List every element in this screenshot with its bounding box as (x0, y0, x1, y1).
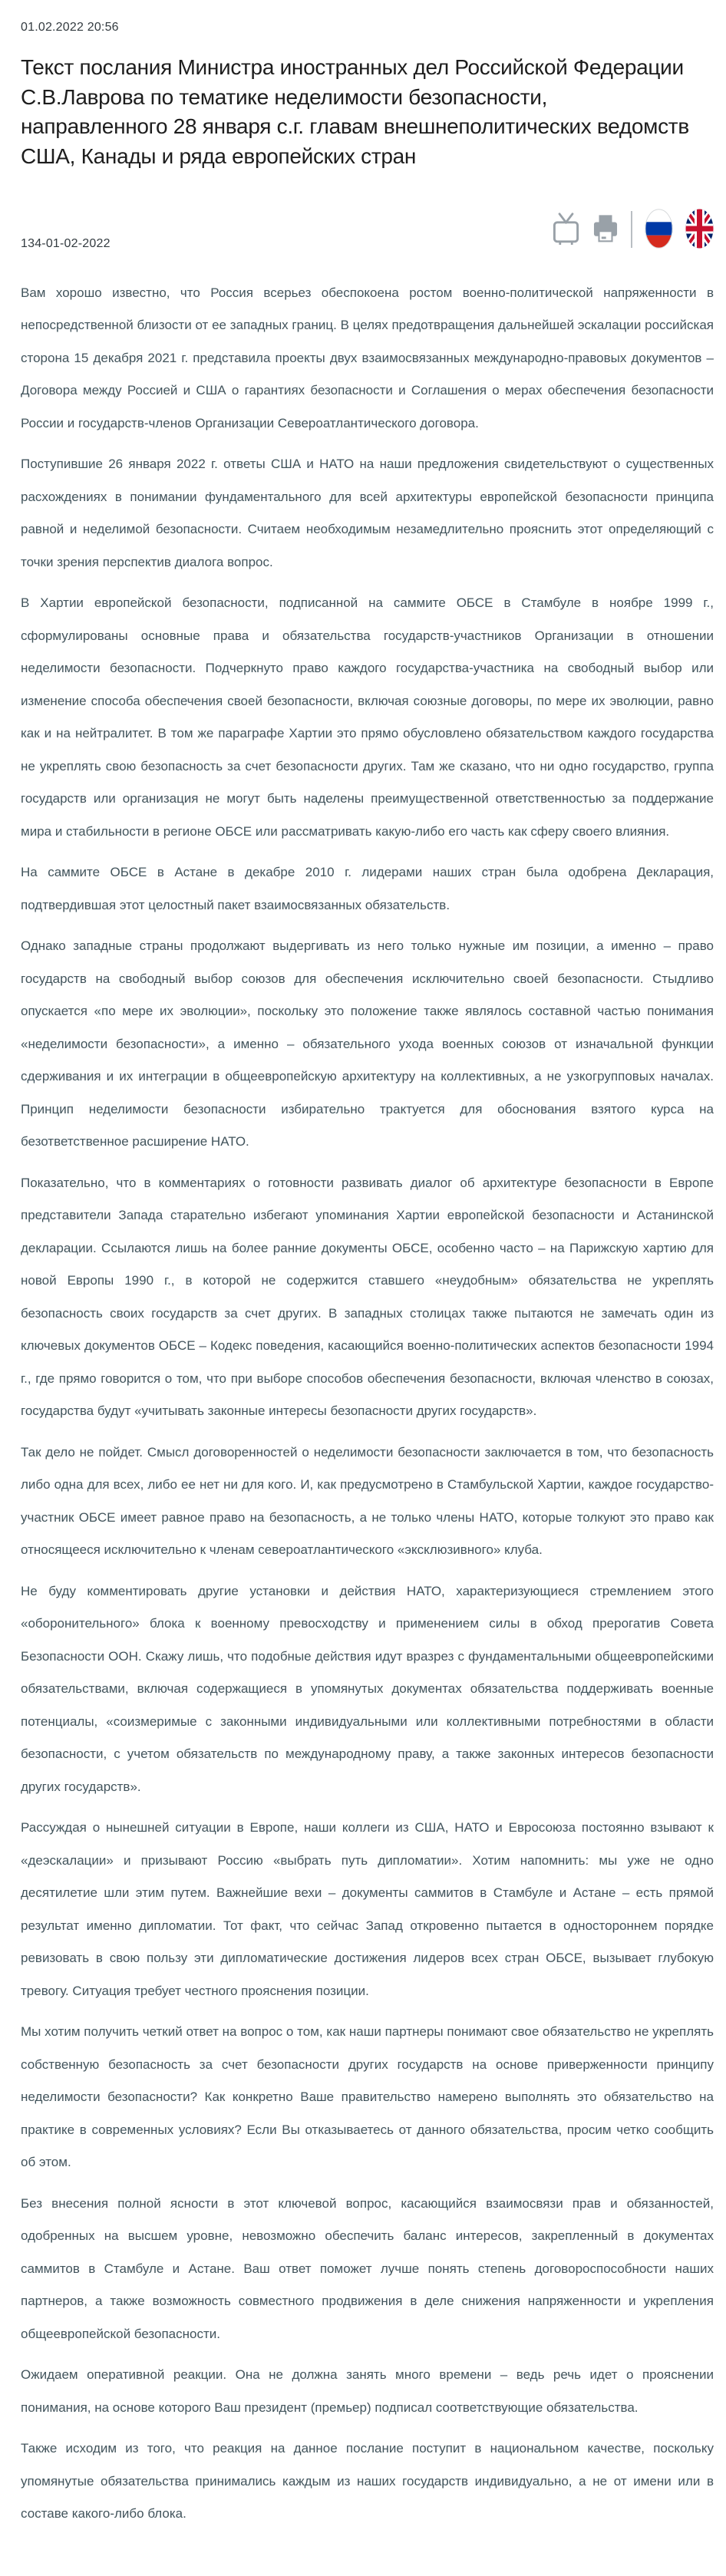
article-page (0, 21, 726, 2576)
uk-flag-icon (685, 209, 714, 251)
document-number: 134-01-02-2022 (21, 236, 111, 250)
article-paragraph: Однако западные страны продолжают выдергивать из него только нужные им позиции, а именно – право государств на свободный выбор союзов для обеспечения исключительно своей безопасности. Стыдливо опускается «по мере их эволюции», поскольку это положение также являлось составной частью понимания «неделимости безопасности», а именно – обязательного ухода военных союзов от изначальной функции сдерживания и их интеграции в общеевропейскую архитектуру на коллективных, а не узкогрупповых началах. Принцип неделимости безопасности избирательно трактуется для обоснования взятого курса на безответственное расширение НАТО. (21, 938, 714, 1149)
article-paragraph: Также исходим из того, что реакция на данное послание поступит в национальном качестве, поскольку упомянутые обязательства принимались каждым из наших государств индивидуально, а не от имени или в составе какого-либо блока. (21, 2441, 714, 2521)
article-paragraph: В Хартии европейской безопасности, подписанной на саммите ОБСЕ в Стамбуле в ноябре 1999 г., сформулированы основные права и обязательства государств-участников Организации в отношении неделимости безопасности. Подчеркнуто право каждого государства-участника на свободный выбор или изменение способа обеспечения своей безопасности, включая союзные договоры, по мере их эволюции, равно как и на нейтралитет. В том же параграфе Хартии это прямо обусловлено обязательством каждого государства не укреплять свою безопасность за счет безопасности других. Там же сказано, что ни одно государство, группа государств или организация не могут быть наделены преимущественной ответственностью за поддержание мира и стабильности в регионе ОБСЕ или рассматривать какую-либо его часть как сферу своего влияния. (21, 595, 714, 839)
article-paragraph: Мы хотим получить четкий ответ на вопрос о том, как наши партнеры понимают свое обязательство не укреплять собственную безопасность за счет безопасности других государств на основе приверженности принципу неделимости безопасности? Как конкретно Ваше правительство намерено выполнять это обязательство на практике в современных условиях? Если Вы отказываетесь от данного обязательства, просим четко сообщить об этом. (21, 2024, 714, 2169)
article-paragraph: Ожидаем оперативной реакции. Она не должна занять много времени – ведь речь идет о прояснении понимания, на основе которого Ваш президент (премьер) подписал соответствующие обязательства. (21, 2367, 714, 2415)
meta-row (21, 209, 714, 251)
article-paragraph: Не буду комментировать другие установки и действия НАТО, характеризующиеся стремлением этого «оборонительного» блока к военному превосходству и применением силы в обход прерогатив Совета Безопасности ООН. Скажу лишь, что подобные действия идут вразрез с фундаментальными общеевропейскими обязательствами, включая содержащиеся в упомянутых документах обязательства поддерживать военные потенциалы, «соизмеримые с законными индивидуальными или коллективными потребностями в области безопасности, с учетом обязательств по международному праву, а также законных интересов безопасности других государств». (21, 1583, 714, 1794)
publish-date: 01.02.2022 20:56 (21, 21, 119, 34)
toolbar-divider (631, 211, 632, 248)
article-paragraph: Поступившие 26 января 2022 г. ответы США и НАТО на наши предложения свидетельствуют о существенных расхождениях в понимании фундаментального для всей архитектуры европейской безопасности принципа равной и неделимой безопасности. Считаем необходимым незамедлительно прояснить этот определяющий с точки зрения перспектив диалога вопрос. (21, 457, 714, 569)
article-paragraph: Рассуждая о нынешней ситуации в Европе, наши коллеги из США, НАТО и Евросоюза постоянно взывают к «деэскалации» и призывают Россию «выбрать путь дипломатии». Хотим напомнить: мы уже не одно десятилетие шли этим путем. Важнейшие вехи – документы саммитов в Стамбуле и Астане – есть прямой результат именно дипломатии. Тот факт, что сейчас Запад откровенно пытается в одностороннем порядке ревизовать в свою пользу эти дипломатические достижения лидеров всех стран ОБСЕ, вызывает глубокую тревогу. Ситуация требует честного прояснения позиции. (21, 1820, 714, 1998)
language-english-button[interactable] (685, 209, 714, 251)
article-toolbar (552, 209, 714, 251)
language-russian-button[interactable] (645, 209, 673, 251)
russian-flag-icon (645, 209, 673, 251)
article-paragraph: Вам хорошо известно, что Россия всерьез обеспокоена ростом военно-политической напряженности в непосредственной близости от ее западных границ. В целях предотвращения дальнейшей эскалации российская сторона 15 декабря 2021 г. представила проекты двух взаимосвязанных международно-правовых документов – Договора между Россией и США о гарантиях безопасности и Соглашения о мерах обеспечения безопасности России и государств-членов Организации Североатлантического договора. (21, 285, 714, 430)
article-paragraph: Показательно, что в комментариях о готовности развивать диалог об архитектуре безопасности в Европе представители Запада старательно избегают упоминания Хартии европейской безопасности и Астанинской декларации. Ссылаются лишь на более ранние документы ОБСЕ, особенно часто – на Парижскую хартию для новой Европы 1990 г., в которой не содержится ставшего «неудобным» обязательства не укреплять безопасность своих государств за счет других. В западных столицах также пытаются не замечать один из ключевых документов ОБСЕ – Кодекс поведения, касающийся военно-политических аспектов безопасности 1994 г., где прямо говорится о том, что при выборе способов обеспечения безопасности, включая членство в союзах, государства будут «учитывать законные интересы безопасности других государств». (21, 1175, 714, 1418)
tv-icon (552, 213, 580, 247)
tv-version-button[interactable] (552, 213, 580, 247)
print-button[interactable] (592, 213, 619, 246)
article-paragraph: Так дело не пойдет. Смысл договоренностей о неделимости безопасности заключается в том, что безопасность либо одна для всех, либо ее нет ни для кого. И, как предусмотрено в Стамбульской Хартии, каждое государство-участник ОБСЕ имеет равное право на безопасность, а не только члены НАТО, которые толкуют это право как относящееся исключительно к членам североатлантического «эксклюзивного» клуба. (21, 1444, 714, 1557)
article-title: Текст послания Министра иностранных дел Российской Федерации С.В.Лаврова по тематике неделимости безопасности, направленного 28 января с.г. главам внешнеполитических ведомств США, Канады и ряда европейских стран (21, 55, 689, 168)
printer-icon (592, 213, 619, 246)
article-body (21, 277, 714, 2531)
article-paragraph: На саммите ОБСЕ в Астане в декабре 2010 г. лидерами наших стран была одобрена Декларация, подтвердившая этот целостный пакет взаимосвязанных обязательств. (21, 865, 714, 912)
article-paragraph: Без внесения полной ясности в этот ключевой вопрос, касающийся взаимосвязи прав и обязанностей, одобренных на высшем уровне, невозможно обеспечить баланс интересов, закрепленный в документах саммитов в Стамбуле и Астане. Ваш ответ поможет лучше понять степень договороспособности наших партнеров, а также возможность совместного продвижения в деле снижения напряженности и укрепления общеевропейской безопасности. (21, 2195, 714, 2341)
